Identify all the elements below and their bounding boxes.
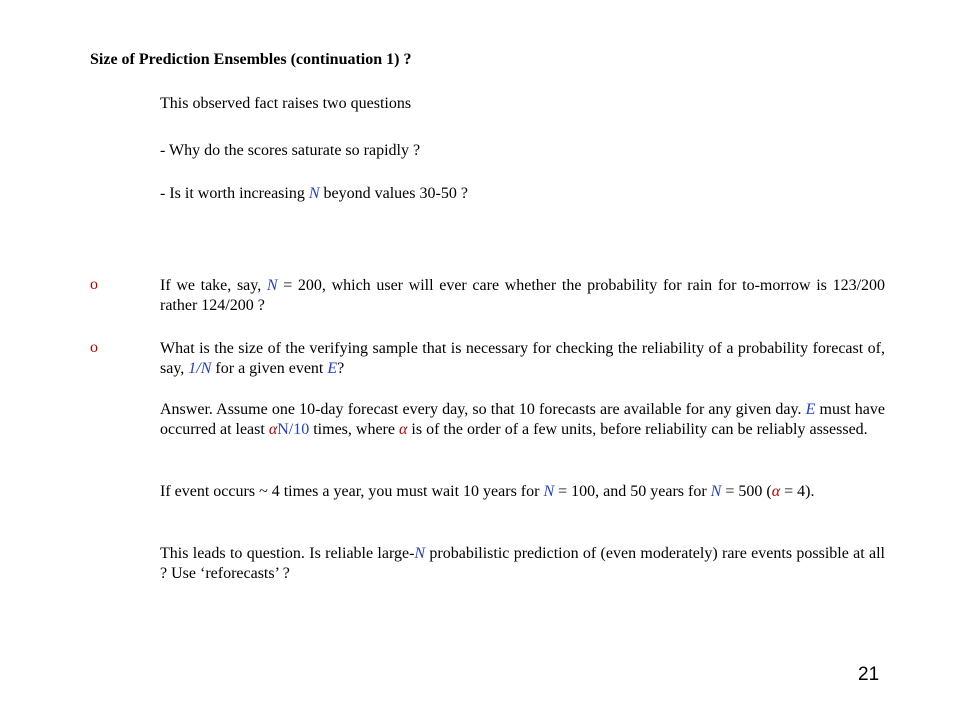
p3-alpha-symbol: α <box>268 421 278 438</box>
p2-var-1n: 1/N <box>188 360 212 377</box>
p3-part-c: must have occurred at least <box>160 401 885 438</box>
question-2 <box>160 185 468 203</box>
p4-var-n-1: N <box>543 483 555 500</box>
question-1: - Why do the scores saturate so rapidly ? <box>160 142 421 159</box>
p2-part-e: ? <box>337 360 345 377</box>
p3-part-a: Answer. Assume one 10-day forecast every day, so that 10 forecasts are available for any given day. <box>160 401 806 418</box>
question-2-var-n: N <box>308 185 320 202</box>
p2-part-a: What is the size of the verifying sample that is necessary for checking the reliability of a probability forecast of, say, <box>160 340 885 377</box>
p5-part-a: This leads to question. Is reliable large- <box>160 545 415 562</box>
slide-title: Size of Prediction Ensembles (continuation 1) ? <box>90 51 412 68</box>
bullet-2-text <box>160 339 885 379</box>
p1-var-n: N <box>266 277 278 294</box>
p2-part-c: for a given event <box>211 360 328 377</box>
p5-part-c: probabilistic prediction of (even moderately) rare events possible at all ? Use ‘reforecasts’ ? <box>160 545 885 582</box>
answer-paragraph <box>160 400 885 440</box>
p5-var-n: N <box>414 545 426 562</box>
question-2-part-a: - Is it worth increasing <box>160 185 309 202</box>
event-frequency-paragraph <box>160 482 885 502</box>
p1-part-c: = 200, which user will ever care whether the probability for rain for to-morrow is 123/200 rather 124/200 ? <box>160 277 886 314</box>
p3-n-over-10: N/10 <box>277 421 310 438</box>
p4-part-e: = 500 ( <box>721 483 772 500</box>
p3-part-e: times, where <box>309 421 399 438</box>
p1-part-a: If we take, say, <box>160 277 267 294</box>
p4-part-a: If event occurs ~ 4 times a year, you must wait 10 years for <box>160 483 544 500</box>
p3-alpha-symbol-2: α <box>398 421 408 438</box>
p4-part-f: = 4). <box>780 483 815 500</box>
question-2-part-c: beyond values 30-50 ? <box>319 185 468 202</box>
p3-var-e: E <box>805 401 816 418</box>
p2-var-e: E <box>327 360 338 377</box>
bullet-1-text <box>160 276 885 316</box>
question-paragraph <box>160 544 885 584</box>
p4-var-n-2: N <box>710 483 722 500</box>
p4-alpha-symbol: α <box>771 483 781 500</box>
p4-part-c: = 100, and 50 years for <box>554 483 711 500</box>
bullet-2-marker: o <box>90 339 98 356</box>
intro-text: This observed fact raises two questions <box>160 95 412 112</box>
bullet-1-marker: o <box>90 276 98 293</box>
page-number: 21 <box>858 664 880 685</box>
p3-part-f: is of the order of a few units, before reliability can be reliably assessed. <box>407 421 868 438</box>
